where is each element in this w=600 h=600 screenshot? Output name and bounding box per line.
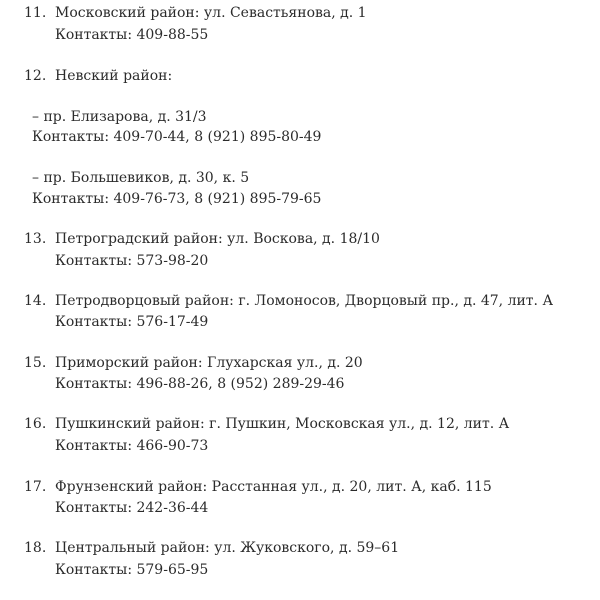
item-number: 11.: [24, 5, 47, 21]
item-contacts: Контакты: 242-36-44: [55, 500, 209, 516]
item-address: Московский район: ул. Севастьянова, д. 1: [55, 5, 367, 21]
item-address: Фрунзенский район: Расстанная ул., д. 20, лит. А, каб. 115: [55, 479, 492, 495]
branch-contacts: Контакты: 409-76-73, 8 (921) 895-79-65: [32, 191, 322, 207]
item-number: 15.: [24, 355, 47, 371]
item-number: 18.: [24, 540, 47, 556]
item-contacts: Контакты: 496-88-26, 8 (952) 289-29-46: [55, 376, 345, 392]
item-number: 14.: [24, 293, 47, 309]
item-address: Петроградский район: ул. Воскова, д. 18/10: [55, 231, 380, 247]
branch-address: – пр. Елизарова, д. 31/3: [32, 109, 207, 125]
item-contacts: Контакты: 579-65-95: [55, 562, 209, 578]
item-contacts: Контакты: 576-17-49: [55, 314, 209, 330]
item-address: Петродворцовый район: г. Ломоносов, Дворцовый пр., д. 47, лит. А: [55, 293, 554, 309]
item-contacts: Контакты: 573-98-20: [55, 253, 209, 269]
item-number: 13.: [24, 231, 47, 247]
item-contacts: Контакты: 466-90-73: [55, 438, 209, 454]
item-number: 12.: [24, 68, 47, 84]
branch-address: – пр. Большевиков, д. 30, к. 5: [32, 170, 250, 186]
item-address: Пушкинский район: г. Пушкин, Московская ул., д. 12, лит. А: [55, 416, 510, 432]
branch-contacts: Контакты: 409-70-44, 8 (921) 895-80-49: [32, 129, 322, 145]
item-number: 17.: [24, 479, 47, 495]
item-address: Приморский район: Глухарская ул., д. 20: [55, 355, 363, 371]
item-contacts: Контакты: 409-88-55: [55, 27, 209, 43]
item-address: Центральный район: ул. Жуковского, д. 59–61: [55, 540, 400, 556]
item-number: 16.: [24, 416, 47, 432]
item-address: Невский район:: [55, 68, 173, 84]
